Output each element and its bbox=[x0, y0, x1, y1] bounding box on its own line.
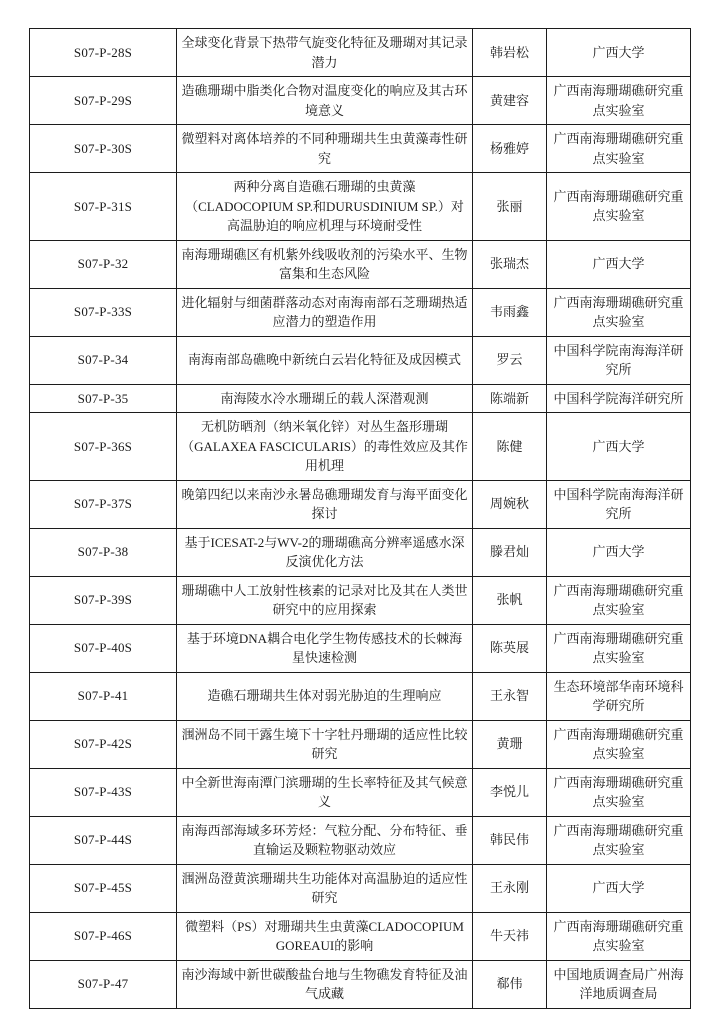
poster-title-cell: 南海西部海域多环芳烃：气粒分配、分布特征、垂直输运及颗粒物驱动效应 bbox=[177, 816, 473, 864]
poster-title-cell: 中全新世海南潭门滨珊瑚的生长率特征及其气候意义 bbox=[177, 768, 473, 816]
poster-id-cell: S07-P-30S bbox=[30, 125, 177, 173]
affiliation-cell: 广西南海珊瑚礁研究重点实验室 bbox=[547, 816, 691, 864]
table-row bbox=[30, 672, 691, 720]
affiliation-cell: 广西南海珊瑚礁研究重点实验室 bbox=[547, 720, 691, 768]
presenter-cell: 陈健 bbox=[473, 413, 547, 481]
presenter-cell: 周婉秋 bbox=[473, 480, 547, 528]
table-row bbox=[30, 528, 691, 576]
presenter-cell: 滕君灿 bbox=[473, 528, 547, 576]
table-row bbox=[30, 720, 691, 768]
poster-title-cell: 基于环境DNA耦合电化学生物传感技术的长棘海星快速检测 bbox=[177, 624, 473, 672]
affiliation-cell: 广西大学 bbox=[547, 413, 691, 481]
poster-id-cell: S07-P-45S bbox=[30, 864, 177, 912]
poster-id-cell: S07-P-37S bbox=[30, 480, 177, 528]
affiliation-cell: 广西南海珊瑚礁研究重点实验室 bbox=[547, 576, 691, 624]
poster-id-cell: S07-P-38 bbox=[30, 528, 177, 576]
affiliation-cell: 中国地质调查局广州海洋地质调查局 bbox=[547, 960, 691, 1008]
table-row bbox=[30, 77, 691, 125]
presenter-cell: 罗云 bbox=[473, 336, 547, 384]
affiliation-cell: 中国科学院南海海洋研究所 bbox=[547, 480, 691, 528]
poster-id-cell: S07-P-40S bbox=[30, 624, 177, 672]
poster-id-cell: S07-P-33S bbox=[30, 288, 177, 336]
affiliation-cell: 中国科学院南海海洋研究所 bbox=[547, 336, 691, 384]
poster-id-cell: S07-P-43S bbox=[30, 768, 177, 816]
presenter-cell: 黄珊 bbox=[473, 720, 547, 768]
table-row bbox=[30, 576, 691, 624]
affiliation-cell: 广西大学 bbox=[547, 528, 691, 576]
poster-id-cell: S07-P-35 bbox=[30, 384, 177, 413]
table-row bbox=[30, 864, 691, 912]
presenter-cell: 杨雅婷 bbox=[473, 125, 547, 173]
poster-id-cell: S07-P-29S bbox=[30, 77, 177, 125]
poster-title-cell: 无机防晒剂（纳米氧化锌）对丛生盔形珊瑚（GALAXEA FASCICULARIS）的毒性效应及其作用机理 bbox=[177, 413, 473, 481]
affiliation-cell: 广西南海珊瑚礁研究重点实验室 bbox=[547, 624, 691, 672]
table-row bbox=[30, 173, 691, 241]
poster-title-cell: 南海陵水冷水珊瑚丘的载人深潜观测 bbox=[177, 384, 473, 413]
affiliation-cell: 广西南海珊瑚礁研究重点实验室 bbox=[547, 768, 691, 816]
presenter-cell: 韩岩松 bbox=[473, 29, 547, 77]
affiliation-cell: 广西南海珊瑚礁研究重点实验室 bbox=[547, 77, 691, 125]
table-row bbox=[30, 125, 691, 173]
poster-id-cell: S07-P-32 bbox=[30, 240, 177, 288]
table-row bbox=[30, 960, 691, 1008]
presenter-cell: 王永刚 bbox=[473, 864, 547, 912]
table-row bbox=[30, 29, 691, 77]
poster-title-cell: 珊瑚礁中人工放射性核素的记录对比及其在人类世研究中的应用探索 bbox=[177, 576, 473, 624]
table-row bbox=[30, 288, 691, 336]
affiliation-cell: 广西南海珊瑚礁研究重点实验室 bbox=[547, 912, 691, 960]
affiliation-cell: 广西大学 bbox=[547, 864, 691, 912]
table-row bbox=[30, 240, 691, 288]
presenter-cell: 张帆 bbox=[473, 576, 547, 624]
poster-title-cell: 微塑料（PS）对珊瑚共生虫黄藻CLADOCOPIUM GOREAUI的影响 bbox=[177, 912, 473, 960]
poster-table-body bbox=[30, 29, 691, 1009]
poster-id-cell: S07-P-41 bbox=[30, 672, 177, 720]
affiliation-cell: 中国科学院海洋研究所 bbox=[547, 384, 691, 413]
poster-id-cell: S07-P-44S bbox=[30, 816, 177, 864]
presenter-cell: 黄建容 bbox=[473, 77, 547, 125]
poster-title-cell: 两种分离自造礁石珊瑚的虫黄藻（CLADOCOPIUM SP.和DURUSDINIUM SP.）对高温胁迫的响应机理与环境耐受性 bbox=[177, 173, 473, 241]
table-row bbox=[30, 480, 691, 528]
table-row bbox=[30, 336, 691, 384]
table-row bbox=[30, 384, 691, 413]
presenter-cell: 王永智 bbox=[473, 672, 547, 720]
presenter-cell: 韩民伟 bbox=[473, 816, 547, 864]
poster-id-cell: S07-P-47 bbox=[30, 960, 177, 1008]
affiliation-cell: 广西大学 bbox=[547, 29, 691, 77]
table-row bbox=[30, 912, 691, 960]
presenter-cell: 韦雨鑫 bbox=[473, 288, 547, 336]
presenter-cell: 牛天祎 bbox=[473, 912, 547, 960]
affiliation-cell: 广西南海珊瑚礁研究重点实验室 bbox=[547, 173, 691, 241]
poster-title-cell: 全球变化背景下热带气旋变化特征及珊瑚对其记录潜力 bbox=[177, 29, 473, 77]
poster-id-cell: S07-P-36S bbox=[30, 413, 177, 481]
presenter-cell: 张丽 bbox=[473, 173, 547, 241]
table-row bbox=[30, 816, 691, 864]
affiliation-cell: 广西南海珊瑚礁研究重点实验室 bbox=[547, 288, 691, 336]
affiliation-cell: 生态环境部华南环境科学研究所 bbox=[547, 672, 691, 720]
poster-title-cell: 进化辐射与细菌群落动态对南海南部石芝珊瑚热适应潜力的塑造作用 bbox=[177, 288, 473, 336]
poster-title-cell: 基于ICESAT-2与WV-2的珊瑚礁高分辨率遥感水深反演优化方法 bbox=[177, 528, 473, 576]
presenter-cell: 张瑞杰 bbox=[473, 240, 547, 288]
table-row bbox=[30, 768, 691, 816]
presenter-cell: 陈英展 bbox=[473, 624, 547, 672]
poster-id-cell: S07-P-39S bbox=[30, 576, 177, 624]
poster-id-cell: S07-P-28S bbox=[30, 29, 177, 77]
poster-id-cell: S07-P-31S bbox=[30, 173, 177, 241]
table-row bbox=[30, 413, 691, 481]
poster-id-cell: S07-P-34 bbox=[30, 336, 177, 384]
poster-id-cell: S07-P-46S bbox=[30, 912, 177, 960]
poster-title-cell: 南海珊瑚礁区有机紫外线吸收剂的污染水平、生物富集和生态风险 bbox=[177, 240, 473, 288]
affiliation-cell: 广西南海珊瑚礁研究重点实验室 bbox=[547, 125, 691, 173]
poster-title-cell: 造礁石珊瑚共生体对弱光胁迫的生理响应 bbox=[177, 672, 473, 720]
affiliation-cell: 广西大学 bbox=[547, 240, 691, 288]
presenter-cell: 郗伟 bbox=[473, 960, 547, 1008]
poster-title-cell: 涠洲岛澄黄滨珊瑚共生功能体对高温胁迫的适应性研究 bbox=[177, 864, 473, 912]
poster-id-cell: S07-P-42S bbox=[30, 720, 177, 768]
poster-title-cell: 南沙海域中新世碳酸盐台地与生物礁发育特征及油气成藏 bbox=[177, 960, 473, 1008]
poster-session-table bbox=[29, 28, 691, 1009]
presenter-cell: 陈端新 bbox=[473, 384, 547, 413]
table-row bbox=[30, 624, 691, 672]
poster-title-cell: 涠洲岛不同干露生境下十字牡丹珊瑚的适应性比较研究 bbox=[177, 720, 473, 768]
poster-title-cell: 造礁珊瑚中脂类化合物对温度变化的响应及其古环境意义 bbox=[177, 77, 473, 125]
poster-title-cell: 微塑料对离体培养的不同种珊瑚共生虫黄藻毒性研究 bbox=[177, 125, 473, 173]
poster-title-cell: 晚第四纪以来南沙永暑岛礁珊瑚发育与海平面变化探讨 bbox=[177, 480, 473, 528]
poster-title-cell: 南海南部岛礁晚中新统白云岩化特征及成因模式 bbox=[177, 336, 473, 384]
presenter-cell: 李悦儿 bbox=[473, 768, 547, 816]
